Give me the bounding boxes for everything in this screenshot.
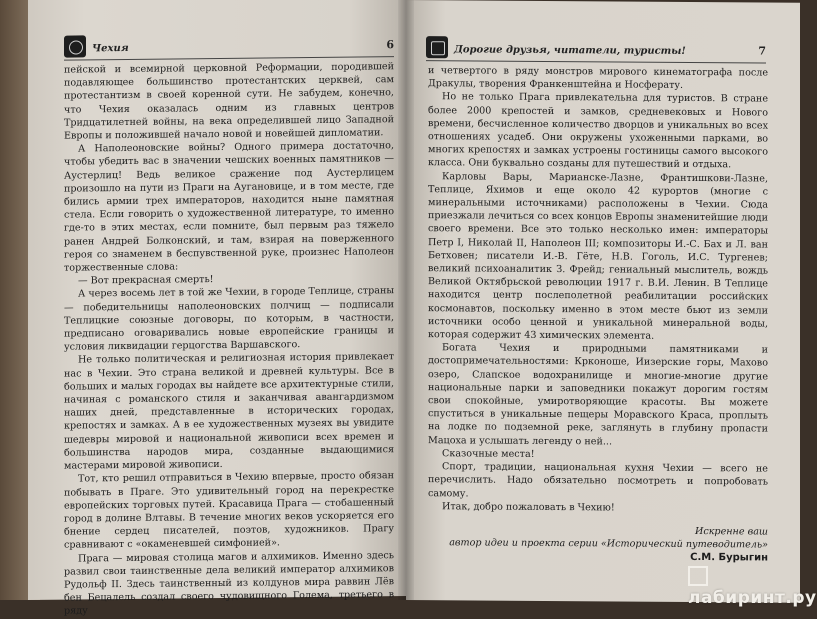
paragraph: Карловы Вары, Марианске-Лазне, Франтишкови-Лазне, Теплице, Яхимов и еще около 42 курортов (многие с минеральными источниками) расположены в Чехии. Сюда приезжали лечиться со всех концов Европы знаменитейшие люди своего времени. Все это только несколько имен: императоры Петр I, Николай II, Наполеон III; композиторы И.-С. Бах и Л. ван Бетховен; писатели И.-В. Гёте, Н.В. Гоголь, И.С. Тургенев; великий психоаналитик З. Фрейд; гениальный мыслитель, вождь Великой Октябрьской революции 1917 г. В.И. Ленин. В Теплице находится центр послеполетной реабилитации российских космонавтов, поскольку именно в этом месте бьют из земли источники особо ценной и уникальной минеральной воды, которая содержит 43 химических элемента.: [428, 170, 768, 342]
watermark: [688, 566, 817, 608]
paragraph: А через восемь лет в той же Чехии, в городе Теплице, страны — победительницы наполеоновских полчищ — подписали Теплицкие союзные договоры, по которым, в частности, предписано оговаривались новые европейские границы и условия ликвидации герцогства Варшавского.: [64, 285, 394, 353]
right-page-number: 7: [758, 44, 766, 58]
right-header-title: Дорогие друзья, читатели, туристы!: [454, 44, 686, 57]
paragraph: Прага — мировая столица магов и алхимиков. Именно здесь развил свои таинственные дела великий император алхимиков Рудольф II. Здесь таинственный из колдунов мира раввин Лёв бен Бецалель создал своего чудовищного Голема, третьего в ряду: [64, 549, 394, 617]
right-page-text: [428, 64, 768, 564]
paragraph: — Вот прекрасная смерть!: [78, 274, 214, 287]
paragraph: Тот, кто решил отправиться в Чехию впервые, просто обязан побывать в Праге. Это удивительный город на перекрестке европейских торговых путей. Красавица Прага — стобашенный город в долине Влтавы. В течение многих веков ускоряется его бнение сердец писателей, поэтов, художников. Прагу сравнивают с «окаменевшей симфонией».: [64, 470, 394, 551]
signature-greeting: Искренне ваш: [694, 525, 768, 538]
left-header-title: Чехия: [92, 42, 129, 55]
paragraph: Богата Чехия и природными памятниками и достопримечательностями: Крконоше, Иизерские горы, Махово озеро, Слапское водохранилище и многие-многие другие национальные парки и заповедники покажут дорогим гостям свои спокойные, умиротворяющие красоты. Вы можете спуститься в уникальные пещеры Моравского Краса, проплыть на лодке по подземной реке, заглянуть в глубину пропасти Мацоха и услышать легенду о ней...: [428, 342, 768, 448]
right-page: [406, 0, 800, 603]
paragraph: Не только политическая и религиозная история привлекает нас в Чехии. Это страна великой и древней культуры. Все в больших и малых городах вы найдете все архитектурные стили, начиная с романского стиля и заканчивая авангардизмом наших дней, представленные в исторических городах, крепостях и замках. А в ее художественных музеях вы увидите шедевры мировой и национальной живописи всех времен и большинства народов мира, созданные выдающимися мастерами мировой живописи.: [64, 351, 394, 472]
paragraph: пейской и всемирной церковной Реформации, породившей подавляющее большинство протестантских церквей, сам протестантизм в своей коренной сути. Не забудем, конечно, что Чехия оказалась одним из главных центров Тридцатилетней войны, на века определившей лицо Западной Европы и положившей начало новой и новейшей дипломатии.: [64, 61, 394, 142]
paragraph: Спорт, традиции, национальная кухня Чехии — всего не перечислить. Надо обязательно посмотреть и попробовать самому.: [428, 461, 768, 499]
paragraph: Сказочные места!: [442, 448, 535, 460]
watermark-logo-icon: [688, 566, 708, 586]
left-page-number: 6: [386, 38, 394, 52]
ornament-icon: [426, 36, 448, 58]
paragraph: А Наполеоновские войны? Одного примера достаточно, чтобы убедить вас в значении чешских военных памятников — Аустерлиц! Ведь великое сражение под Аустерлицем произошло на пути из Праги на Аугановице, и в том месте, где бились армии трех императоров, находится ныне памятная стела. Если говорить о художественной литературе, то именно где-то в этих местах, если помните, был первым раз тяжело ранен Андрей Болконский, и там, взирая на поверженного героя со знаменем в беспувственной руке, произнес Наполеон торжественные слова:: [64, 140, 394, 274]
left-page-text: [64, 60, 394, 618]
book-gutter: [398, 0, 414, 600]
signature-name: С.М. Бурыгин: [690, 551, 768, 564]
watermark-text: лабиринт.ру: [688, 588, 817, 608]
paragraph: и четвертого в ряду монстров мирового кинематографа после Дракулы, творения Франкенштейна и Носферату.: [428, 65, 768, 92]
emblem-icon: [64, 35, 86, 57]
right-page-header: [426, 38, 766, 63]
left-page-header: [64, 34, 394, 60]
signature-role: автор идеи и проекта серии «Исторический путеводитель»: [449, 537, 768, 551]
paragraph: Но не только Прага привлекательна для туристов. В стране более 2000 крепостей и замков, средневековых и Нового времени, бесчисленное количество дворцов и уникальных во всех отношениях усадеб. Они окружены ухоженными парками, во многих крепостях и замках устроены гостиницы самого высокого класса. Они буквально созданы для путешествий и отдыха.: [428, 91, 768, 171]
paragraph: Итак, добро пожаловать в Чехию!: [442, 500, 615, 514]
left-page: [28, 0, 406, 617]
